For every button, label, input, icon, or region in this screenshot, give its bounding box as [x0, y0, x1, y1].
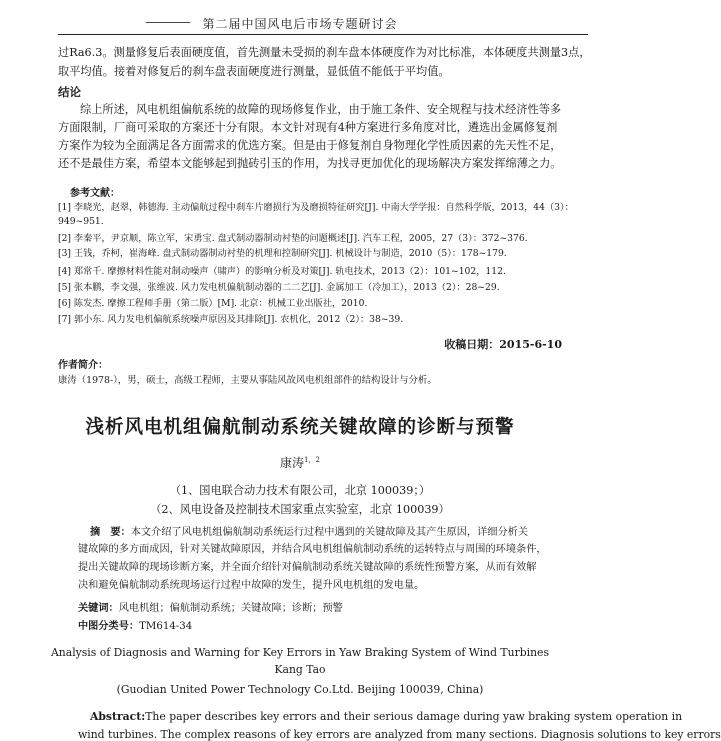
header-rule [58, 34, 588, 35]
conclusion-heading: 结论 [58, 85, 81, 99]
reference-1-continued: 949~951. [58, 216, 104, 227]
abstract-cn-line-3: 提出关键故障的现场诊断方案，并全面介绍针对偏航制动系统关键故障的系统性预警方案，从而有效解 [78, 562, 537, 573]
article-author: 康涛 [280, 456, 305, 470]
article-author-affiliation-marks: 1，2 [304, 456, 320, 464]
running-header: 第二届中国风电后市场专题研讨会 [202, 17, 398, 31]
reference-2: [2] 李秦平，尹京顺，陈立军，宋勇宝. 盘式制动器制动衬垫的问题概述[J]. 汽车工程，2005，27（3）：372~376. [58, 233, 528, 244]
received-date: 收稿日期：2015-6-10 [444, 338, 562, 351]
keywords-label: 关键词： [78, 602, 119, 614]
conclusion-line-4: 还不是最佳方案，希望本文能够起到抛砖引玉的作用，为找寻更加优化的现场解决方案发挥绵薄之力。 [58, 157, 562, 170]
reference-3: [3] 王钱，乔柯，崔海峰. 盘式制动器制动衬垫的机理和控制研究[J]. 机械设计与制造，2010（5）：178~179. [58, 248, 507, 259]
affiliation-1: （1、国电联合动力技术有限公司，北京 100039；） [169, 484, 431, 497]
classification-line [78, 617, 192, 632]
author-info-heading: 作者简介： [58, 360, 108, 371]
reference-6: [6] 陈发杰. 摩擦工程师手册（第二版）[M]. 北京：机械工业出版社，2010. [58, 298, 368, 309]
english-abstract-text-1: The paper describes key errors and their serious damage during yaw braking system operation in [145, 710, 683, 723]
reference-1: [1] 李晓光，赵翠，韩德海. 主动偏航过程中刹车片磨损行为及磨损特征研究[J]. 中南大学学报：自然科学版，2013，44（3）： [58, 202, 574, 213]
abstract-cn-text-1: 本文介绍了风电机组偏航制动系统运行过程中遇到的关键故障及其产生原因，详细分析关 [130, 527, 529, 538]
reference-4: [4] 郑常千. 摩擦材料性能对制动噪声（啸声）的影响分析及对策[J]. 轨电技术，2013（2）：101~102，112. [58, 266, 506, 277]
abstract-cn-line-4: 决和避免偏航制动系统现场运行过程中故障的发生，提升风电机组的发电量。 [78, 580, 425, 591]
references-heading: 参考文献： [70, 188, 120, 199]
conclusion-line-3: 方案作为较为全面满足各方面需求的优选方案。但是由于修复剂自身物理化学性质因素的先天性不足， [58, 139, 562, 152]
english-abstract-line-1 [90, 710, 683, 723]
author-info-text: 康涛（1978-），男，硕士，高级工程师，主要从事陆风故风电机组部件的结构设计与分析。 [58, 375, 437, 386]
affiliation-2: （2、风电设备及控制技术国家重点实验室，北京 100039） [150, 503, 450, 516]
english-abstract-line-2: wind turbines. The complex reasons of key errors are analyzed from many sections. Diagnosis solutions to key errors [78, 728, 721, 741]
body-text-line-1: 过Ra6.3。测量修复后表面硬度值，首先测量未受损的刹车盘本体硬度作为对比标准，本体硬度共测量3点， [58, 46, 591, 59]
body-text-line-2: 取平均值。接着对修复后的刹车盘表面硬度进行测量，显低值不能低于平均值。 [58, 65, 450, 78]
classification-number: TM614-34 [139, 621, 193, 632]
english-author: Kang Tao [274, 663, 326, 676]
article-author-line [0, 454, 600, 471]
classification-label: 中图分类号： [78, 620, 140, 632]
abstract-cn-label: 摘 要： [90, 526, 131, 538]
english-affiliation: (Guodian United Power Technology Co.Ltd. Beijing 100039, China) [116, 683, 484, 696]
reference-5: [5] 张本鹏，李文强，张维波. 风力发电机偏航制动器的二二艺[J]. 金属加工（冷加工），2013（2）：28~29. [58, 282, 500, 293]
article-title: 浅析风电机组偏航制动系统关键故障的诊断与预警 [85, 417, 515, 438]
english-abstract-label: Abstract: [90, 710, 146, 723]
english-title: Analysis of Diagnosis and Warning for Key Errors in Yaw Braking System of Wind Turbines [51, 646, 549, 659]
header-dash-decoration [146, 22, 190, 23]
reference-7: [7] 郭小东. 风力发电机偏航系统噪声原因及其排除[J]. 农机化，2012（2）：38~39. [58, 314, 404, 325]
keywords-text: 风电机组；偏航制动系统；关键故障；诊断；预警 [118, 603, 343, 614]
abstract-cn-line-1 [90, 523, 528, 542]
abstract-cn-line-2: 键故障的多方面成因，针对关键故障原因，并结合风电机组偏航制动系统的运转特点与周围的环境条件， [78, 544, 547, 555]
keywords-line [78, 599, 343, 614]
conclusion-line-1: 综上所述，风电机组偏航系统的故障的现场修复作业，由于施工条件、安全规程与技术经济性等多 [80, 103, 562, 116]
conclusion-line-2: 方面限制，厂商可采取的方案还十分有限。本文针对现有4种方案进行多角度对比，遴选出金属修复剂 [58, 121, 558, 134]
